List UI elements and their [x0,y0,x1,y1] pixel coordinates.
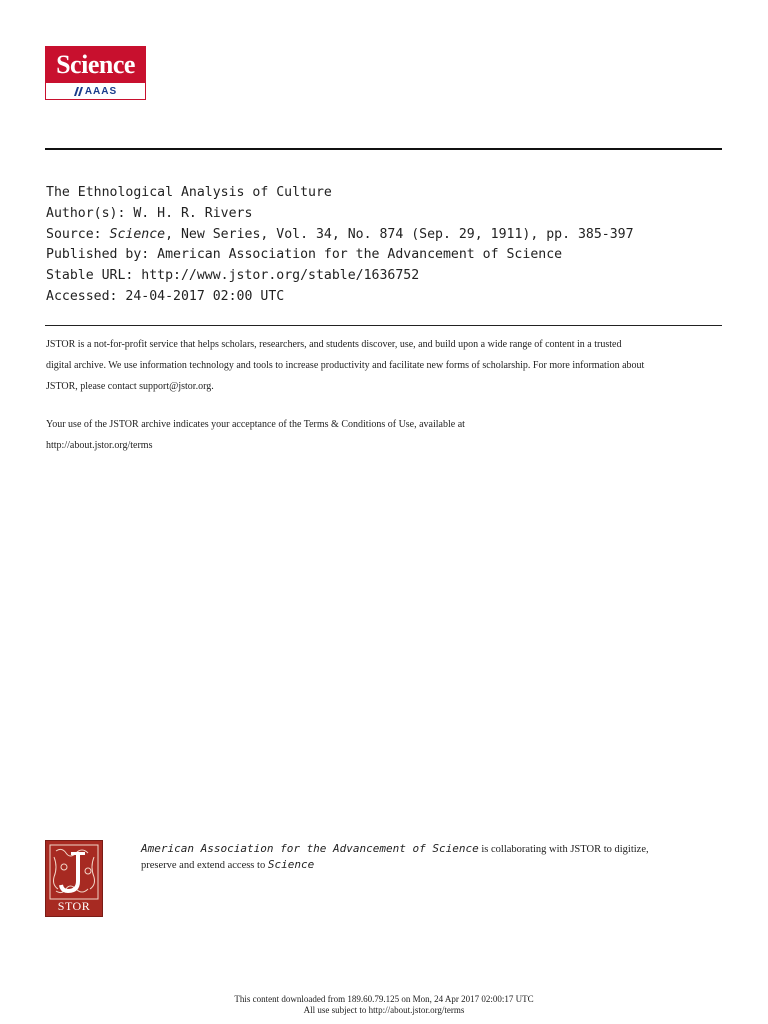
aaas-logo-text [46,83,145,99]
accessed-value: 24-04-2017 02:00 UTC [125,288,285,304]
aaas-mark-icon [74,87,84,96]
publisher-line [46,245,726,266]
jstor-notice [46,334,726,456]
author-line [46,204,726,225]
collab-journal: Science [267,858,315,871]
collab-text-1: is collaborating with JSTOR to digitize, [478,844,649,855]
jstor-logo-text: STOR [57,899,91,913]
stable-url-line [46,266,726,287]
author-label: Author(s): [46,205,134,221]
author-value: W. H. R. Rivers [133,205,253,221]
collab-line-2 [141,857,731,873]
source-line [46,225,726,246]
accessed-label: Accessed: [46,288,126,304]
notice-line-3: JSTOR, please contact support@jstor.org. [46,381,214,392]
aaas-label: AAAS [84,85,118,97]
science-aaas-logo [45,46,146,100]
notice-line-2: digital archive. We use information technology and tools to increase productivity and facilitate new forms of scholarship. For more information about [46,360,645,371]
footer-line-2: All use subject to http://about.jstor.org/terms [303,1005,465,1015]
download-footer [0,994,768,1016]
collaboration-statement [141,841,731,873]
jstor-logo [45,840,103,917]
science-logo-text: Science [46,47,145,83]
terms-line-1: Your use of the JSTOR archive indicates your acceptance of the Terms & Conditions of Use, available at [46,419,465,430]
collab-text-2: preserve and extend access to [141,860,268,871]
footer-line-1: This content downloaded from 189.60.79.125 on Mon, 24 Apr 2017 02:00:17 UTC [234,994,534,1004]
publisher-label: Published by: [46,247,158,263]
header-divider [45,148,722,150]
accessed-line [46,287,726,308]
jstor-emblem-icon [46,843,102,901]
source-journal: Science [109,226,166,242]
stable-url-label: Stable URL: [46,268,142,284]
source-details: , New Series, Vol. 34, No. 874 (Sep. 29, 1911), pp. 385-397 [165,226,634,242]
collab-line-1 [141,841,731,857]
source-label: Source: [46,226,110,242]
terms-link[interactable]: http://about.jstor.org/terms [46,440,153,451]
publisher-value: American Association for the Advancement of Science [157,247,563,263]
article-metadata [46,183,726,308]
notice-line-1: JSTOR is a not-for-profit service that helps scholars, researchers, and students discover, use, and build upon a wide range of content in a trusted [46,339,622,350]
article-title: The Ethnological Analysis of Culture [46,185,332,200]
metadata-divider [45,325,722,326]
stable-url-link[interactable]: http://www.jstor.org/stable/1636752 [141,268,420,284]
collab-organization: American Association for the Advancement of Science [141,842,479,855]
